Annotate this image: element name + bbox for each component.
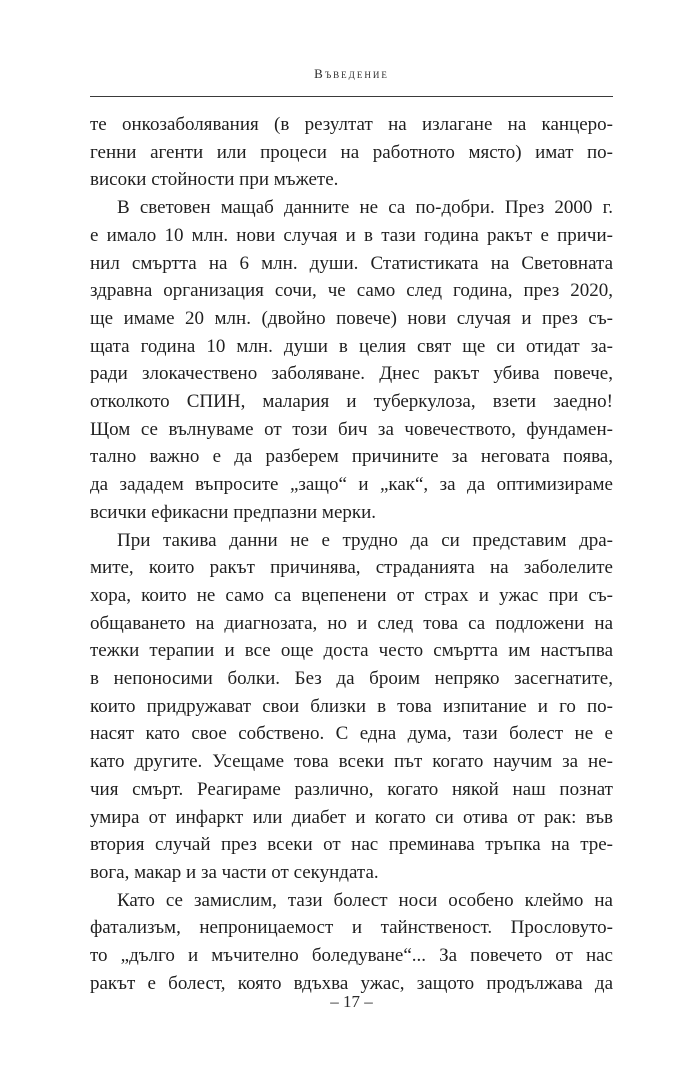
chapter-title: Въведение	[314, 66, 389, 81]
body-text	[90, 111, 613, 998]
page-number: – 17 –	[330, 992, 373, 1011]
text-line: При такива данни не е трудно да си представим дра-	[117, 529, 613, 551]
paragraph-3	[90, 527, 613, 887]
text-line: хора, които не само са вцепенени от страх и ужас при съ-	[90, 584, 613, 606]
paragraph-1	[90, 111, 613, 194]
text-line: е имало 10 млн. нови случая и в тази година ракът е причи-	[90, 224, 613, 246]
text-line: то „дълго и мъчително боледуване“... За повечето от нас	[90, 945, 613, 967]
text-line: ще имаме 20 млн. (двойно повече) нови случая и през съ-	[90, 307, 613, 329]
text-line: ради злокачествено заболяване. Днес ракът убива повече,	[90, 363, 613, 385]
text-line: умира от инфаркт или диабет и когато си отива от рак: във	[90, 806, 613, 828]
text-line: ракът е болест, която вдъхва ужас, защото продължава да	[90, 972, 613, 994]
text-line: мите, които ракът причинява, страданията на заболелите	[90, 557, 613, 579]
text-line: тежки терапии и все още доста често смъртта им настъпва	[90, 640, 613, 662]
text-line: фатализъм, непроницаемост и тайнственост. Прословуто-	[90, 917, 613, 939]
running-header	[90, 66, 613, 97]
text-line: като другите. Усещаме това всеки път когато научим за не-	[90, 751, 613, 773]
text-line: нил смъртта на 6 млн. души. Статистиката на Световната	[90, 252, 613, 274]
text-line: В световен мащаб данните не са по-добри. През 2000 г.	[117, 197, 613, 219]
text-line: здравна организация сочи, че само след година, през 2020,	[90, 280, 613, 302]
text-line: общаването на диагнозата, но и след това са подложени на	[90, 612, 613, 634]
text-line: отколкото СПИН, малария и туберкулоза, взети заедно!	[90, 391, 613, 413]
text-line: генни агенти или процеси на работното място) имат по-	[90, 141, 613, 163]
text-line: Щом се вълнуваме от този бич за човечеството, фундамен-	[90, 418, 613, 440]
text-line: Като се замислим, тази болест носи особено клеймо на	[117, 889, 613, 911]
text-line: които придружават свои близки в това изпитание и го по-	[90, 695, 613, 717]
text-line: чия смърт. Реагираме различно, когато някой наш познат	[90, 778, 613, 800]
text-line: щата година 10 млн. души в целия свят ще си отидат за-	[90, 335, 613, 357]
text-line: те онкозаболявания (в резултат на излагане на канцеро-	[90, 114, 613, 135]
text-line: тално важно е да разберем причините за неговата поява,	[90, 446, 613, 468]
paragraph-4	[90, 887, 613, 998]
text-line: вога, макар и за части от секундата.	[90, 861, 379, 883]
text-line: всички ефикасни предпазни мерки.	[90, 501, 377, 523]
text-line: втория случай през всеки от нас преминава тръпка на тре-	[90, 834, 613, 856]
text-line: насят като свое собствено. С една дума, тази болест не е	[90, 723, 613, 745]
text-line: високи стойности при мъжете.	[90, 169, 339, 191]
paragraph-2	[90, 194, 613, 526]
text-line: да зададем въпросите „защо“ и „как“, за да оптимизираме	[90, 474, 613, 496]
text-line: в непоносими болки. Без да броим непряко засегнатите,	[90, 668, 613, 690]
